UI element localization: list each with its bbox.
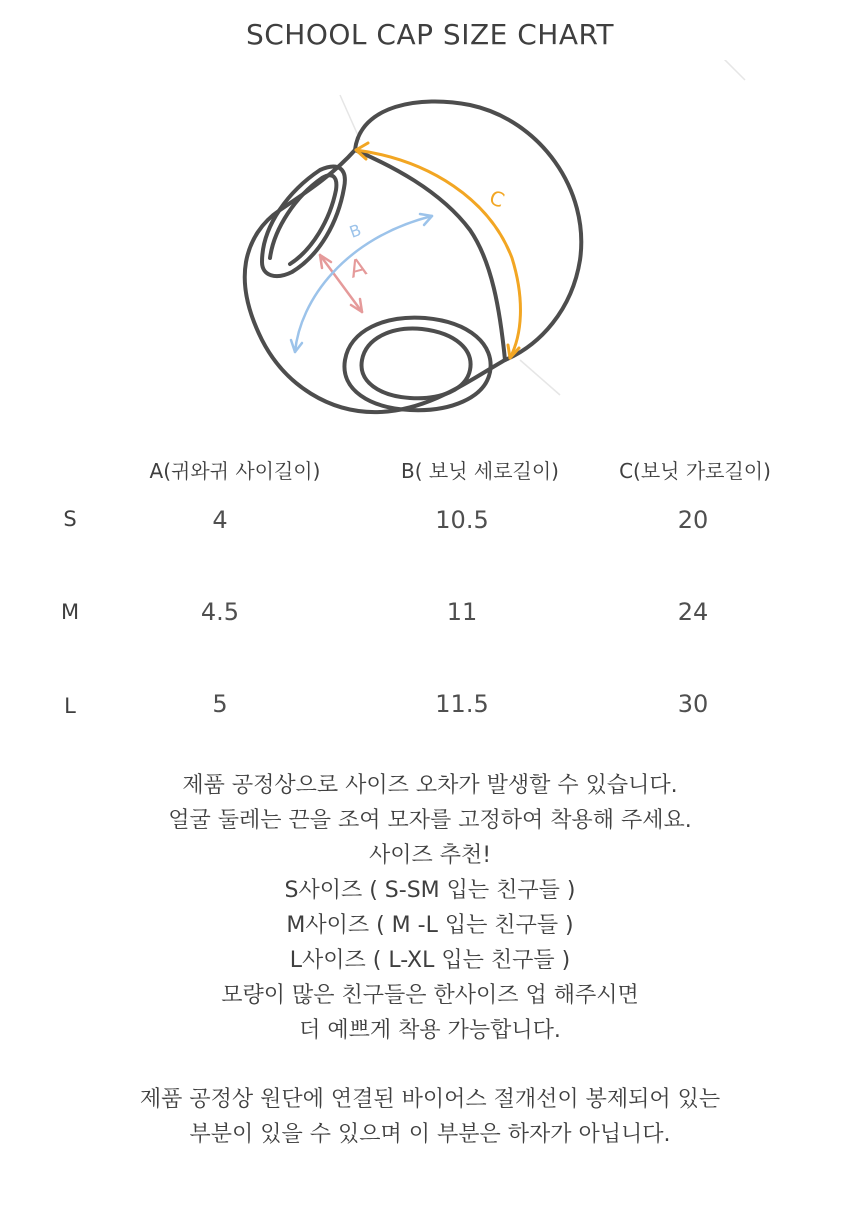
label-c: C [486,185,508,213]
note-line: 얼굴 둘레는 끈을 조여 모자를 고정하여 착용해 주세요. [168,808,692,833]
measure-c [356,143,520,358]
page-title: SCHOOL CAP SIZE CHART [245,18,615,51]
size-label-l: L [64,694,76,718]
note-line: 더 예쁘게 착용 가능합니다. [299,1018,561,1043]
note-line: 모량이 많은 친구들은 한사이즈 업 해주시면 [221,983,639,1008]
notice-line: 제품 공정상 원단에 연결된 바이어스 절개선이 봉제되어 있는 [139,1087,721,1112]
cell-s-c: 20 [677,506,709,534]
size-label-m: M [60,600,80,624]
note-line: M사이즈 ( M -L 입는 친구들 ) [286,913,574,938]
size-notes [0,768,860,1048]
column-header-c: C(보닛 가로길이) [619,459,771,483]
column-header-b: B( 보닛 세로길이) [401,459,559,483]
label-a: A [346,252,370,284]
cell-l-c: 30 [677,690,709,718]
note-line: L사이즈 ( L-XL 입는 친구들 ) [289,948,571,973]
cell-m-b: 11 [446,598,478,626]
label-b: B [346,220,364,242]
column-header-a: A(귀와귀 사이길이) [149,459,321,483]
note-line: S사이즈 ( S-SM 입는 친구들 ) [284,878,576,903]
note-line: 제품 공정상으로 사이즈 오차가 발생할 수 있습니다. [182,773,678,798]
notice-line: 부분이 있을 수 있으며 이 부분은 하자가 아닙니다. [189,1122,671,1147]
size-label-s: S [63,507,77,531]
cell-m-a: 4.5 [200,598,240,626]
cell-s-b: 10.5 [435,506,489,534]
cell-s-a: 4 [212,506,228,534]
cell-l-b: 11.5 [435,690,489,718]
cap-diagram [230,60,790,430]
defect-notice [0,1082,860,1152]
cell-m-c: 24 [677,598,709,626]
cell-l-a: 5 [212,690,228,718]
cap-outline [245,101,581,412]
note-line: 사이즈 추천! [368,843,492,868]
